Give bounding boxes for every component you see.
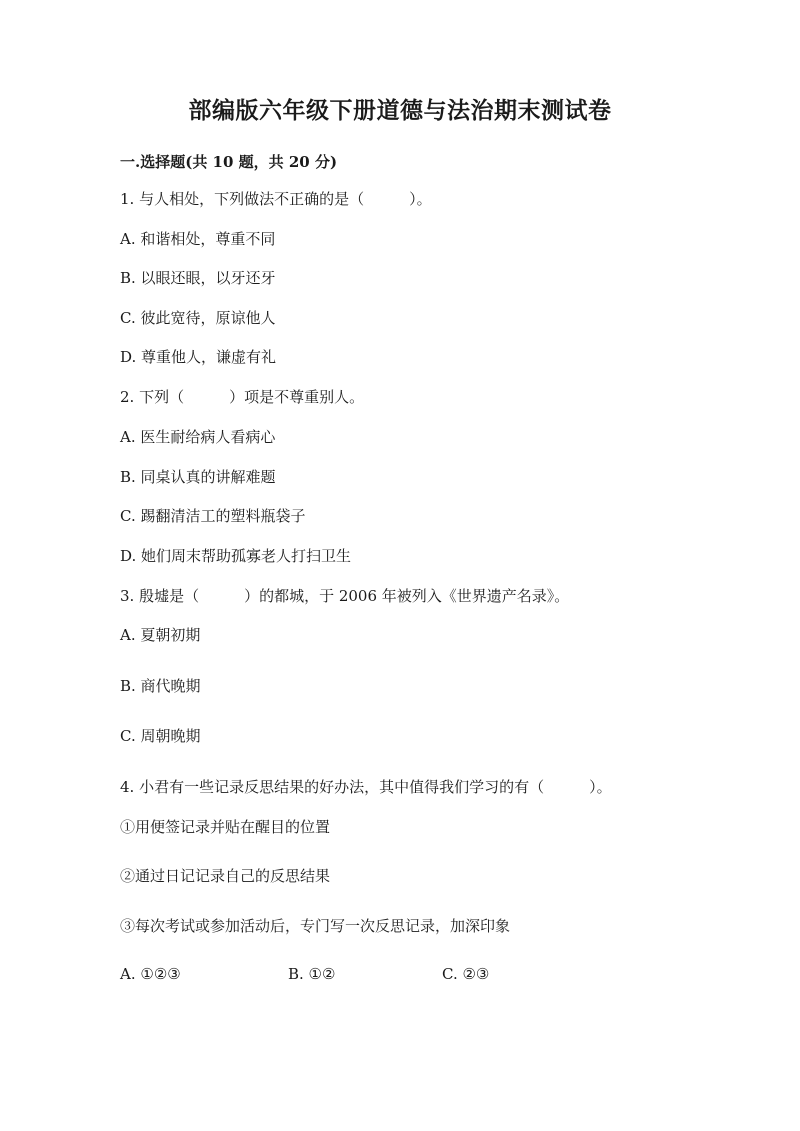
question-1-option-c: C. 彼此宽待，原谅他人 [120, 309, 276, 327]
question-2-option-c: C. 踢翻清洁工的塑料瓶袋子 [120, 507, 306, 525]
question-2-option-a: A. 医生耐给病人看病心 [120, 428, 276, 446]
question-2-option-b: B. 同桌认真的讲解难题 [120, 468, 276, 486]
question-4-option-c: C. ②③ [442, 965, 490, 983]
question-3-option-b: B. 商代晚期 [120, 677, 201, 695]
question-2-option-d: D. 她们周末帮助孤寡老人打扫卫生 [120, 547, 352, 565]
question-3-option-c: C. 周朝晚期 [120, 727, 201, 745]
question-1-option-a: A. 和谐相处，尊重不同 [120, 230, 276, 248]
question-1-option-b: B. 以眼还眼，以牙还牙 [120, 269, 276, 287]
question-4-option-b: B. ①② [288, 965, 336, 983]
question-3-option-a: A. 夏朝初期 [120, 626, 201, 644]
question-1-stem: 1. 与人相处，下列做法不正确的是（ ）。 [120, 190, 432, 208]
question-4-stem: 4. 小君有一些记录反思结果的好办法，其中值得我们学习的有（ ）。 [120, 778, 612, 796]
section-heading: 一.选择题(共 10 题，共 20 分) [120, 153, 338, 171]
question-4-statement-3: ③每次考试或参加活动后，专门写一次反思记录，加深印象 [120, 917, 511, 935]
question-4-statement-1: ①用便签记录并贴在醒目的位置 [120, 818, 331, 836]
question-3-stem: 3. 殷墟是（ ）的都城，于 2006 年被列入《世界遗产名录》。 [120, 587, 570, 605]
question-2-stem: 2. 下列（ ）项是不尊重别人。 [120, 388, 365, 406]
question-4-option-a: A. ①②③ [120, 965, 181, 983]
question-1-option-d: D. 尊重他人，谦虚有礼 [120, 348, 277, 366]
document-title: 部编版六年级下册道德与法治期末测试卷 [188, 97, 612, 124]
question-4-statement-2: ②通过日记记录自己的反思结果 [120, 867, 331, 885]
